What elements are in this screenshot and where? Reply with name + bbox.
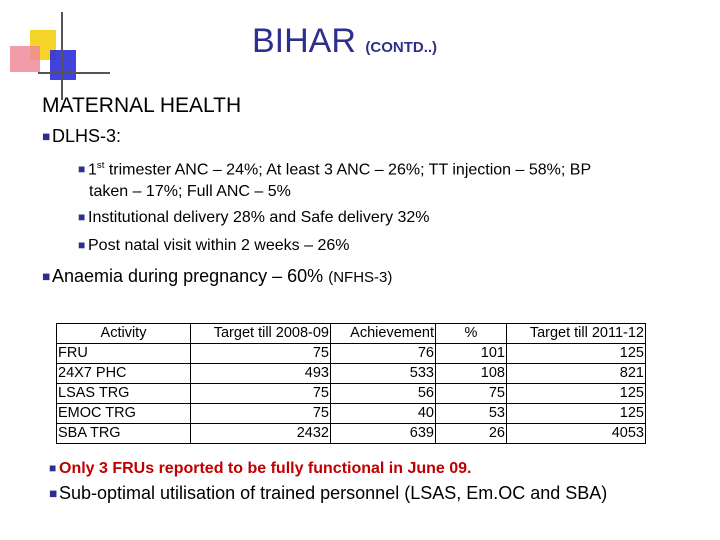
cell-target-2011-12: 821 [507,364,646,384]
page-title [252,22,437,61]
header-target-2011-12: Target till 2011-12 [507,324,646,344]
title-sub: (CONTD..) [365,39,438,56]
cell-achievement: 40 [331,404,436,424]
note-suboptimal-text: Sub-optimal utilisation of trained personnel (LSAS, Em.OC and SBA) [59,483,608,503]
section-heading: MATERNAL HEALTH [42,94,242,117]
dlhs-item-1-continued: taken – 17%; Full ANC – 5% [89,183,291,200]
progress-table [56,323,646,444]
header-target-2008-09: Target till 2008-09 [191,324,331,344]
bullet-icon: ■ [78,238,86,252]
note-fru-functional [49,460,472,478]
cell-achievement: 56 [331,384,436,404]
dlhs-label: DLHS-3: [52,126,122,146]
cell-target-2011-12: 125 [507,384,646,404]
dlhs-item-2: ■ Institutional delivery 28% and Safe delivery 32% [78,209,430,226]
header-achievement: Achievement [331,324,436,344]
cell-activity: LSAS TRG [57,384,191,404]
cell-activity: FRU [57,344,191,364]
bullet-icon: ■ [78,162,86,177]
table-row [57,404,646,424]
cell-achievement: 76 [331,344,436,364]
bullet-anaemia [42,266,392,287]
note-fru-text: Only 3 FRUs reported to be fully functional in June 09. [59,460,472,477]
cell-percent: 75 [436,384,507,404]
dlhs-item-1: ■ 1st trimester ANC – 24%; At least 3 ANC – 26%; TT injection – 58%; BP [78,160,592,179]
cell-target-2008-09: 493 [191,364,331,384]
cell-achievement: 639 [331,424,436,444]
bullet-icon: ■ [42,129,51,144]
bullet-icon: ■ [78,210,86,224]
cell-percent: 108 [436,364,507,384]
cell-target-2008-09: 75 [191,344,331,364]
table-header-row [57,324,646,344]
cell-target-2011-12: 125 [507,344,646,364]
bullet-icon: ■ [49,461,57,475]
cell-activity: 24X7 PHC [57,364,191,384]
cell-achievement: 533 [331,364,436,384]
table-row [57,364,646,384]
cell-percent: 53 [436,404,507,424]
bullet-icon: ■ [42,269,51,284]
cell-percent: 26 [436,424,507,444]
note-suboptimal [49,483,607,504]
anaemia-source: (NFHS-3) [328,269,393,286]
table-row [57,424,646,444]
cell-target-2011-12: 4053 [507,424,646,444]
bullet-icon: ■ [49,486,58,501]
cell-target-2008-09: 75 [191,404,331,424]
dlhs-item-3: ■ Post natal visit within 2 weeks – 26% [78,237,350,254]
header-percent: % [436,324,507,344]
title-main: BIHAR [252,22,356,60]
cell-target-2011-12: 125 [507,404,646,424]
cell-target-2008-09: 2432 [191,424,331,444]
table-row [57,344,646,364]
anaemia-text: Anaemia during pregnancy – 60% [52,266,324,286]
bullet-dlhs [42,126,121,147]
cell-target-2008-09: 75 [191,384,331,404]
header-activity: Activity [57,324,191,344]
cell-activity: SBA TRG [57,424,191,444]
cell-percent: 101 [436,344,507,364]
table-row [57,384,646,404]
cell-activity: EMOC TRG [57,404,191,424]
